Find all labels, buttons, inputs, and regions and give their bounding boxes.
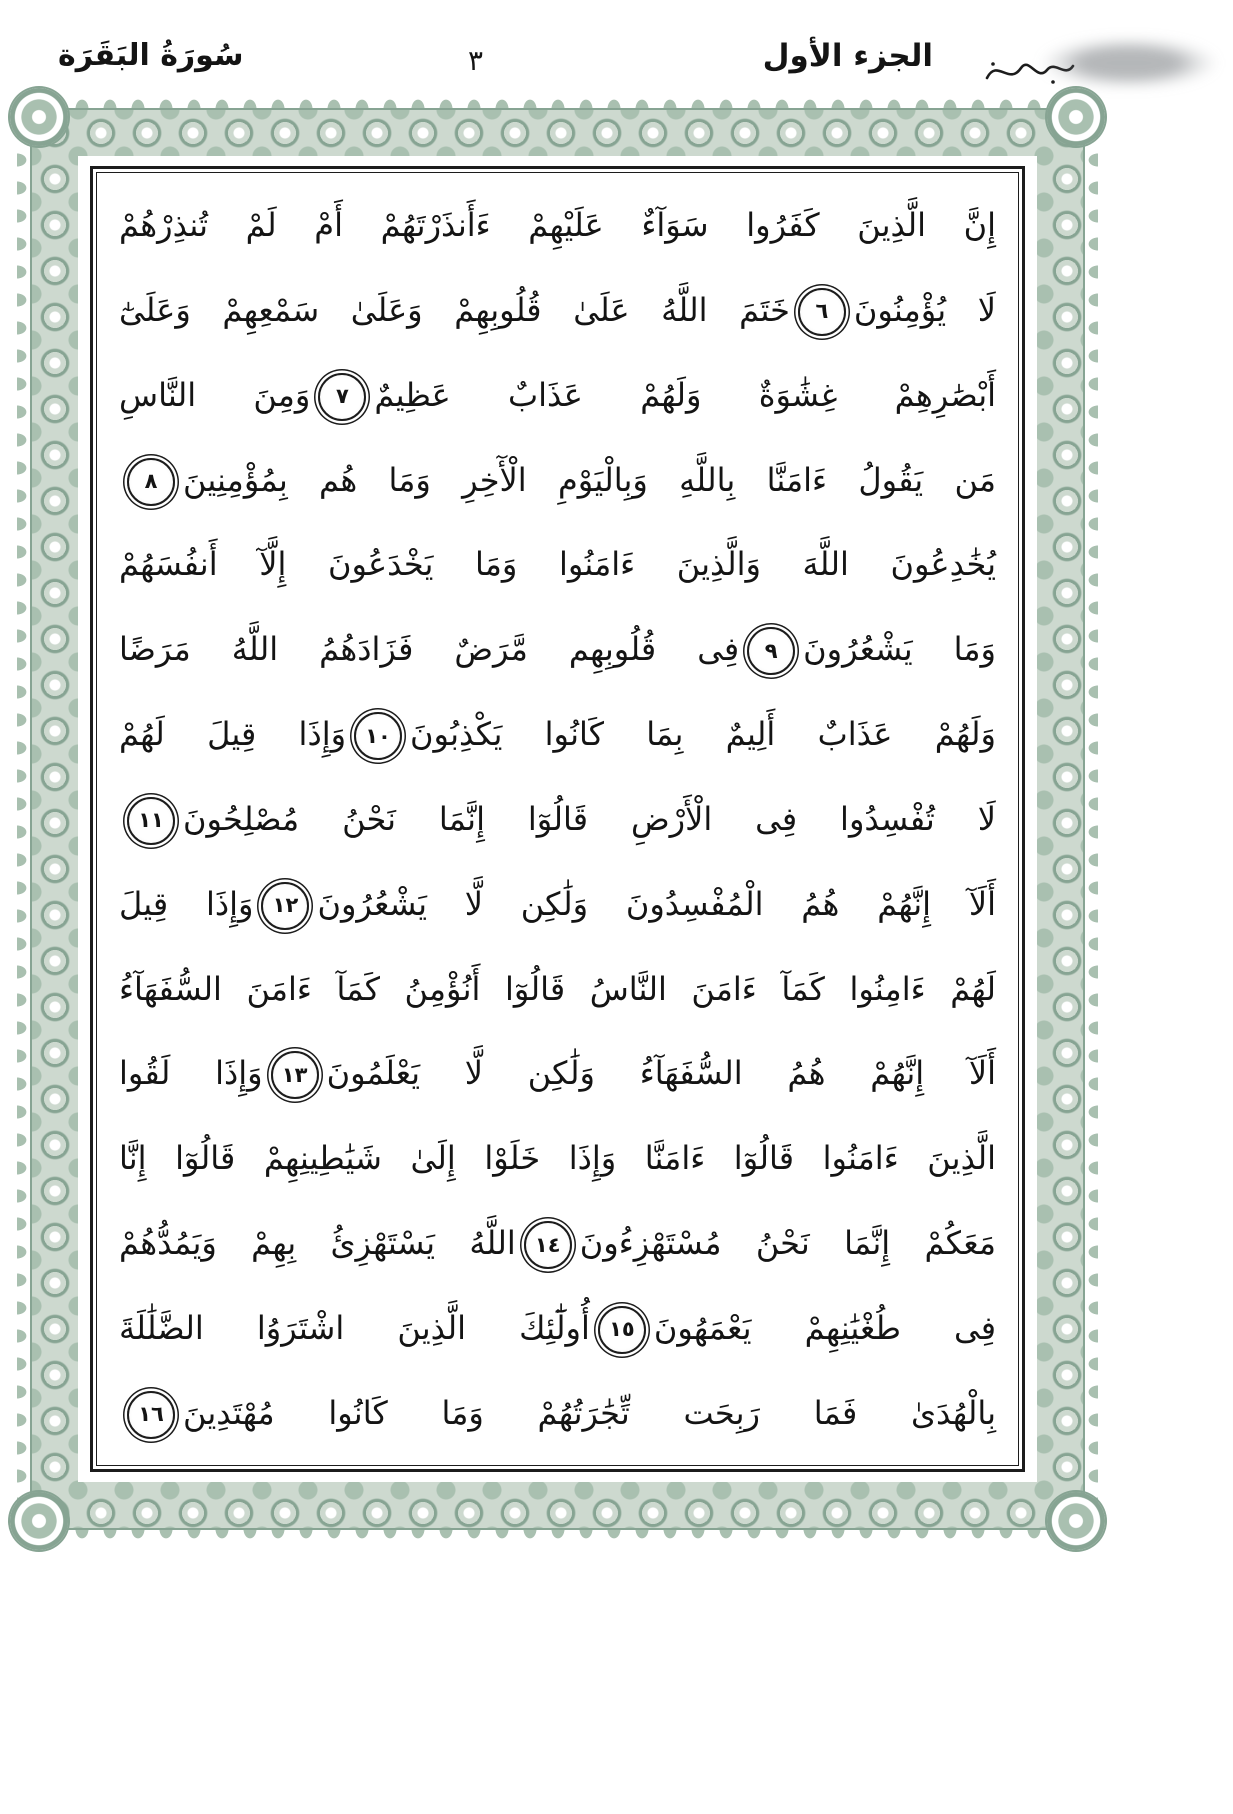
mushaf-line	[119, 1286, 996, 1370]
ayah-number: ١٠	[365, 723, 391, 748]
quran-text-block	[119, 183, 996, 1455]
ayah-text: أَبْصَٰرِهِمْ غِشَٰوَةٌ وَلَهُمْ عَذَابٌ عَظِيمٌ	[374, 375, 997, 414]
page-number: ٣	[468, 44, 484, 77]
ayah-text: وَإِذَا قِيلَ لَهُمْ	[119, 715, 347, 754]
mushaf-line	[119, 1371, 996, 1455]
ayah-text: وَإِذَا قِيلَ	[119, 884, 254, 923]
ayah-end-medallion	[127, 1391, 175, 1439]
ayah-end-medallion	[318, 373, 366, 421]
frame-rule-inner	[96, 172, 1019, 1466]
mushaf-line	[119, 947, 996, 1031]
ayah-end-medallion	[354, 712, 402, 760]
mushaf-line	[119, 1031, 996, 1115]
mushaf-line	[119, 183, 996, 267]
ayah-text: أَلَآ إِنَّهُمْ هُمُ السُّفَهَآءُ وَلَٰكِن لَّا يَعْلَمُونَ	[326, 1054, 997, 1093]
ayah-number: ١٥	[609, 1317, 635, 1342]
ayah-number: ١٦	[138, 1402, 164, 1427]
ayah-end-medallion	[127, 458, 175, 506]
ayah-number: ١٤	[534, 1232, 561, 1257]
ayah-text: فِى قُلُوبِهِم مَّرَضٌ فَزَادَهُمُ اللَّهُ مَرَضًا	[119, 630, 740, 669]
frame-scallops-left	[17, 118, 31, 1520]
ayah-text: وَمِنَ النَّاسِ	[119, 375, 311, 414]
frame-scallops-right	[1084, 118, 1098, 1520]
ayah-number: ٧	[335, 384, 349, 409]
ayah-number: ٨	[144, 469, 158, 494]
frame-rule-outer	[90, 166, 1025, 1472]
ayah-text: أُولَٰٓئِكَ الَّذِينَ اشْتَرَوُا الضَّلَٰلَةَ	[119, 1308, 590, 1347]
juz-calligraphy-flourish	[983, 52, 1075, 92]
ayah-text: وَمَا يَشْعُرُونَ	[803, 630, 997, 669]
ayah-end-medallion	[261, 882, 309, 930]
corner-medallion-bottom-right	[1047, 1492, 1105, 1550]
mushaf-line	[119, 1201, 996, 1285]
mushaf-line	[119, 438, 996, 522]
ayah-number: ١٣	[281, 1062, 308, 1087]
mushaf-line	[119, 862, 996, 946]
corner-medallion-top-right	[1047, 88, 1105, 146]
ayah-text: إِنَّ الَّذِينَ كَفَرُوا سَوَآءٌ عَلَيْهِمْ ءَأَنذَرْتَهُمْ أَمْ لَمْ تُنذِرْهُمْ	[119, 206, 996, 244]
ayah-number: ٩	[764, 638, 778, 663]
ayah-end-medallion	[747, 627, 795, 675]
mushaf-line	[119, 268, 996, 352]
mushaf-line	[119, 692, 996, 776]
ayah-text: فِى طُغْيَٰنِهِمْ يَعْمَهُونَ	[653, 1308, 996, 1347]
ayah-text: خَتَمَ اللَّهُ عَلَىٰ قُلُوبِهِمْ وَعَلَىٰ سَمْعِهِمْ وَعَلَىٰٓ	[119, 290, 790, 329]
ayah-text: وَإِذَا لَقُوا	[119, 1054, 263, 1093]
surah-title: سُورَةُ البَقَرَة	[58, 38, 244, 73]
juz-title: الجزء الأول	[762, 38, 933, 74]
ayah-end-medallion	[127, 797, 175, 845]
decorative-border-frame	[30, 108, 1085, 1530]
ayah-end-medallion	[598, 1306, 646, 1354]
mushaf-line	[119, 353, 996, 437]
ayah-text: لَا تُفْسِدُوا فِى الْأَرْضِ قَالُوٓا إِنَّمَا نَحْنُ مُصْلِحُونَ	[183, 799, 996, 838]
ayah-number: ١١	[138, 808, 164, 833]
ayah-text: لَهُمْ ءَامِنُوا كَمَآ ءَامَنَ النَّاسُ قَالُوٓا أَنُؤْمِنُ كَمَآ ءَامَنَ السُّفَهَآءُ	[119, 969, 996, 1008]
ayah-end-medallion	[271, 1051, 319, 1099]
ayah-text: وَلَهُمْ عَذَابٌ أَلِيمٌ بِمَا كَانُوا يَكْذِبُونَ	[410, 715, 997, 754]
ayah-number: ١٢	[272, 893, 299, 918]
frame-white-gap	[78, 156, 1037, 1482]
mushaf-line	[119, 1116, 996, 1200]
ayah-text: بِالْهُدَىٰ فَمَا رَبِحَت تِّجَٰرَتُهُمْ وَمَا كَانُوا مُهْتَدِينَ	[183, 1393, 996, 1432]
ayah-end-medallion	[524, 1221, 572, 1269]
ayah-text: يُخَٰدِعُونَ اللَّهَ وَالَّذِينَ ءَامَنُوا وَمَا يَخْدَعُونَ إِلَّآ أَنفُسَهُمْ	[119, 545, 996, 584]
corner-medallion-top-left	[10, 88, 68, 146]
ayah-number: ٦	[815, 299, 829, 324]
ayah-text: الَّذِينَ ءَامَنُوا قَالُوٓا ءَامَنَّا وَإِذَا خَلَوْا إِلَىٰ شَيَٰطِينِهِمْ قَالُوٓا إِنَّا	[119, 1139, 996, 1178]
corner-medallion-bottom-left	[10, 1492, 68, 1550]
ayah-text: مَعَكُمْ إِنَّمَا نَحْنُ مُسْتَهْزِءُونَ	[579, 1224, 996, 1263]
ayah-end-medallion	[798, 288, 846, 336]
mushaf-line	[119, 522, 996, 606]
ayah-text: لَا يُؤْمِنُونَ	[853, 290, 997, 329]
mushaf-line	[119, 777, 996, 861]
ayah-text: اللَّهُ يَسْتَهْزِئُ بِهِمْ وَيَمُدُّهُمْ	[119, 1224, 516, 1263]
frame-scallops-top	[40, 95, 1075, 109]
frame-ornament-band	[30, 108, 1085, 1530]
ayah-text: أَلَآ إِنَّهُمْ هُمُ الْمُفْسِدُونَ وَلَٰكِن لَّا يَشْعُرُونَ	[317, 884, 997, 923]
frame-scallops-bottom	[40, 1529, 1075, 1543]
ayah-text: مَن يَقُولُ ءَامَنَّا بِاللَّهِ وَبِالْيَوْمِ الْأٓخِرِ وَمَا هُم بِمُؤْمِنِينَ	[183, 460, 996, 499]
mushaf-line	[119, 607, 996, 691]
